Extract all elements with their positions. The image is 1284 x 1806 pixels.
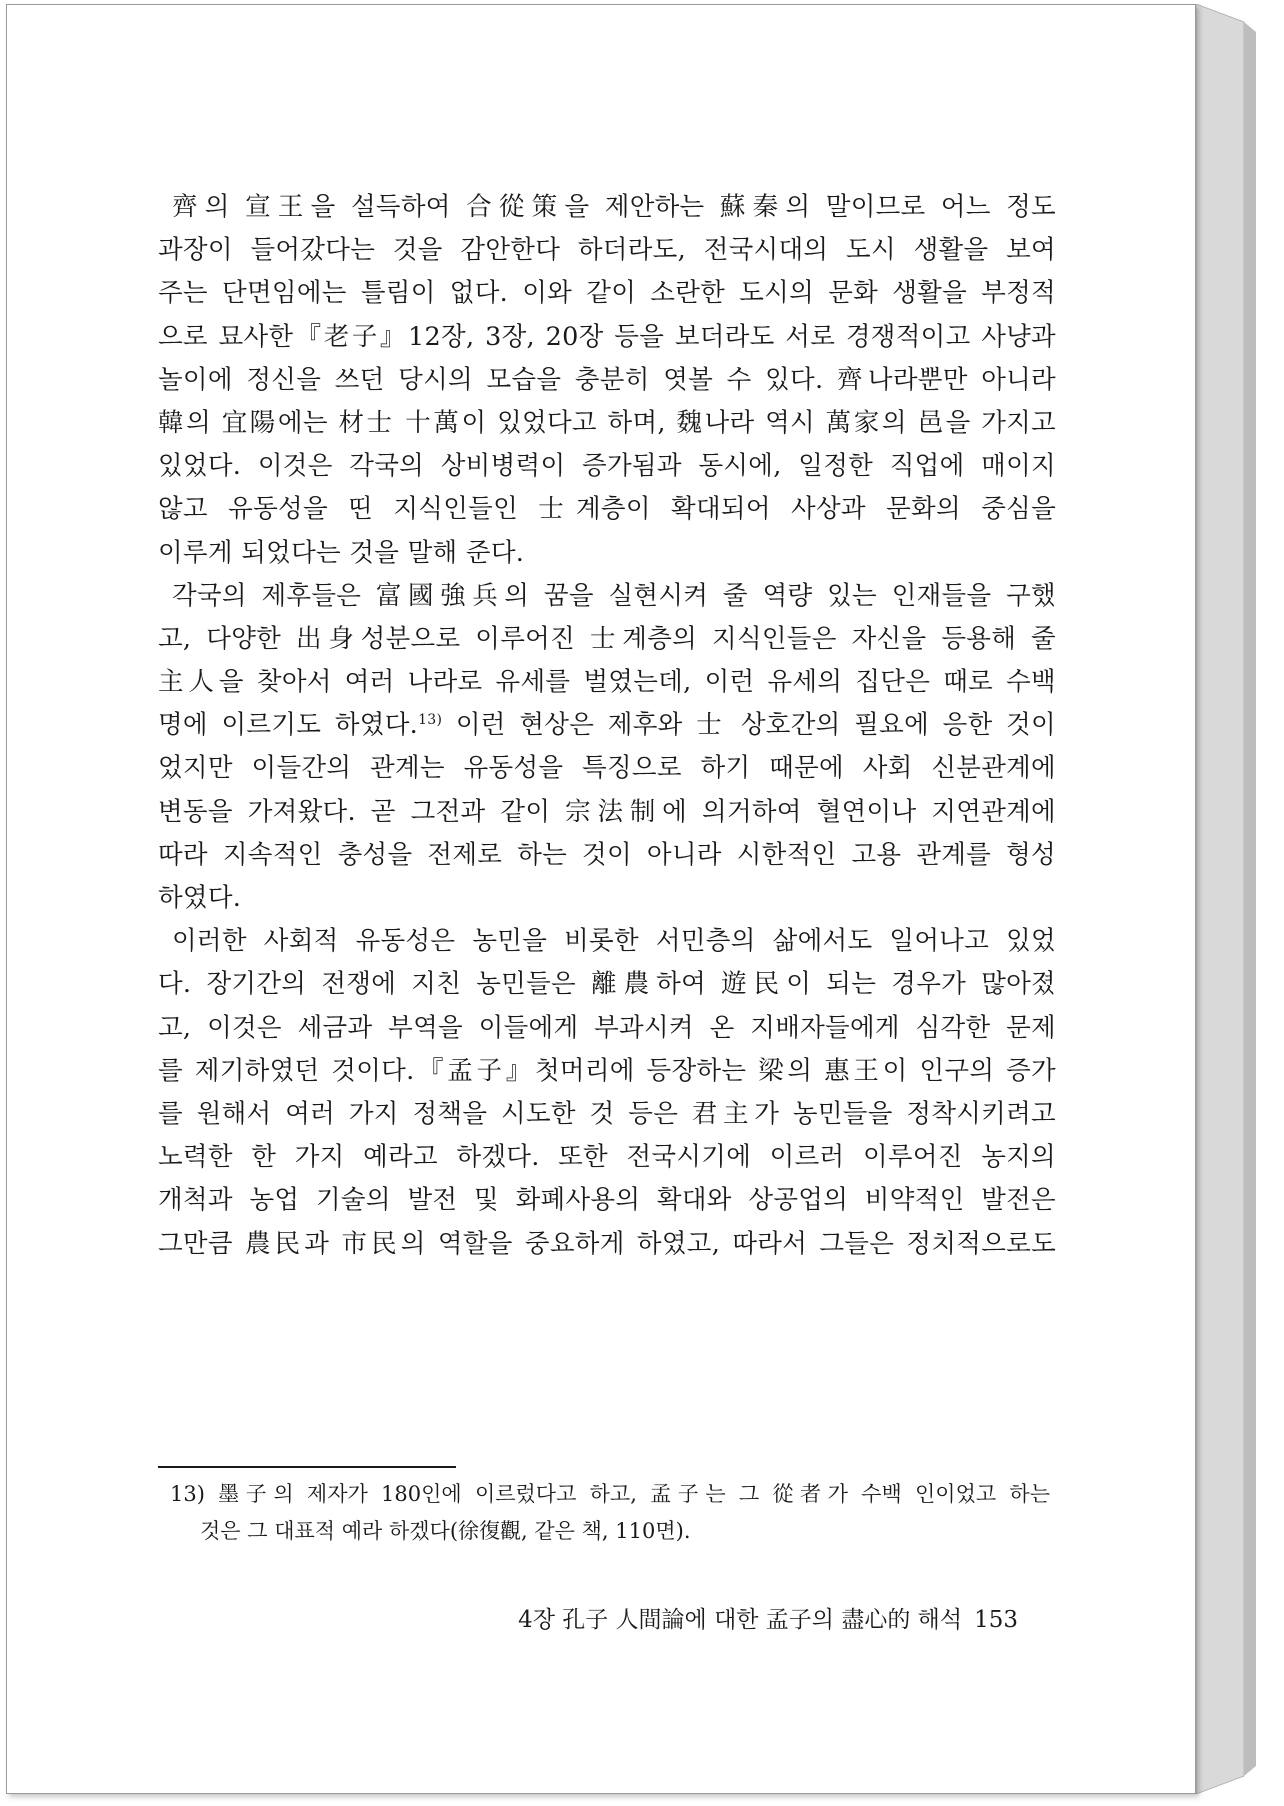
text-line: 주는 단면임에는 틀림이 없다. 이와 같이 소란한 도시의 문화 생활을 부정적: [158, 278, 1056, 309]
text-line: 않고 유동성을 띤 지식인들인 士계층이 확대되어 사상과 문화의 중심을: [158, 494, 1056, 525]
text-line: 를 원해서 여러 가지 정책을 시도한 것 등은 君主가 농민들을 정착시키려고: [158, 1098, 1056, 1129]
text-line: 따라 지속적인 충성을 전제로 하는 것이 아니라 시한적인 고용 관계를 형성: [158, 839, 1056, 870]
text-line: 를 제기하였던 것이다.『孟子』첫머리에 등장하는 梁의 惠王이 인구의 증가: [158, 1055, 1056, 1086]
text-line: 개척과 농업 기술의 발전 및 화폐사용의 확대와 상공업의 비약적인 발전은: [158, 1185, 1056, 1216]
footnote-reference: 13): [418, 712, 443, 729]
page-number: 153: [974, 1607, 1018, 1633]
body-text: [158, 186, 1056, 1266]
text-line: 고, 이것은 세금과 부역을 이들에게 부과시켜 온 지배자들에게 심각한 문제: [158, 1012, 1056, 1043]
paragraph-3: [158, 920, 1056, 1266]
paragraph-1: [158, 186, 1056, 575]
text-line: 있었다. 이것은 각국의 상비병력이 증가됨과 동시에, 일정한 직업에 매이지: [158, 451, 1056, 482]
text-line: 하였다.: [158, 883, 242, 913]
text-line: 이루게 되었다는 것을 말해 준다.: [158, 537, 525, 568]
text-line: 각국의 제후들은 富國強兵의 꿈을 실현시켜 줄 역량 있는 인재들을 구했: [172, 580, 1056, 611]
footnote-line: 13) 墨子의 제자가 180인에 이르렀다고 하고, 孟子는 그 從者가 수백 인이었고 하는: [170, 1482, 1050, 1506]
footnote: [170, 1476, 1050, 1550]
book-page-edges: [1196, 4, 1276, 1794]
text-line: 그만큼 農民과 市民의 역할을 중요하게 하였고, 따라서 그들은 정치적으로도: [158, 1228, 1056, 1259]
text-line: 韓의 宜陽에는 材士 十萬이 있었다고 하며, 魏나라 역시 萬家의 邑을 가지고: [158, 407, 1056, 438]
text-segment: 이런 현상은 제후와 士 상호간의 필요에 응한 것이: [442, 710, 1056, 741]
text-line: 과장이 들어갔다는 것을 감안한다 하더라도, 전국시대의 도시 생활을 보여: [158, 235, 1056, 266]
running-footer: [452, 1600, 1018, 1640]
text-line: 노력한 한 가지 예라고 하겠다. 또한 전국시기에 이르러 이루어진 농지의: [158, 1142, 1056, 1173]
text-line: 놀이에 정신을 쓰던 당시의 모습을 충분히 엿볼 수 있다. 齊나라뿐만 아니라: [158, 364, 1056, 395]
text-line: 변동을 가져왔다. 곧 그전과 같이 宗法制에 의거하여 혈연이나 지연관계에: [158, 796, 1056, 827]
page-stack-edge: [1196, 4, 1276, 1794]
text-line: 主人을 찾아서 여러 나라로 유세를 벌였는데, 이런 유세의 집단은 때로 수백: [158, 667, 1056, 698]
text-line: 다. 장기간의 전쟁에 지친 농민들은 離農하여 遊民이 되는 경우가 많아졌: [158, 969, 1056, 1000]
text-line: 齊의 宣王을 설득하여 合從策을 제안하는 蘇秦의 말이므로 어느 정도: [172, 192, 1056, 222]
text-line: 으로 묘사한『老子』12장, 3장, 20장 등을 보더라도 서로 경쟁적이고 사냥과: [158, 321, 1056, 352]
running-title: 4장 孔子 人間論에 대한 孟子의 盡心的 해석: [518, 1607, 963, 1633]
text-line: 이러한 사회적 유동성은 농민을 비롯한 서민층의 삶에서도 일어나고 있었: [172, 926, 1056, 957]
footnote-divider: [158, 1466, 456, 1468]
text-line: 었지만 이들간의 관계는 유동성을 특징으로 하기 때문에 사회 신분관계에: [158, 753, 1056, 784]
text-segment: 명에 이르기도 하였다.: [158, 710, 419, 741]
paragraph-2: [158, 575, 1056, 921]
footnote-line: 것은 그 대표적 예라 하겠다(徐復觀, 같은 책, 110면).: [200, 1519, 691, 1543]
text-line: 고, 다양한 出身성분으로 이루어진 士계층의 지식인들은 자신을 등용해 줄: [158, 623, 1056, 654]
text-line-with-footnote: [158, 704, 1056, 747]
